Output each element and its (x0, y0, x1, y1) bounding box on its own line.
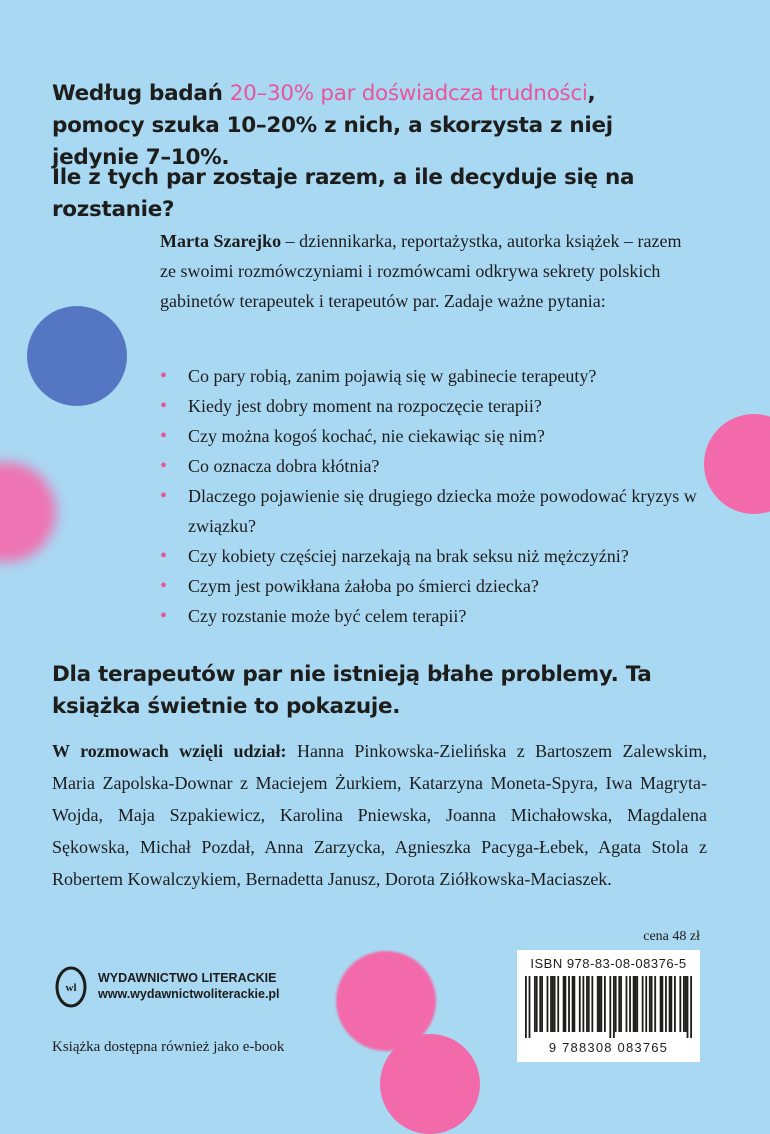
barcode-bar (618, 976, 620, 1032)
question-list (160, 361, 720, 631)
list-item: • Czy rozstanie może być celem terapii? (160, 601, 720, 631)
barcode-bar (633, 976, 635, 1032)
headline (52, 78, 692, 174)
barcode (517, 950, 700, 1062)
barcode-bar (565, 976, 567, 1032)
participants-names: Hanna Pinkowska-Zielińska z Bartoszem Zalewskim, Maria Zapolska-Downar z Maciejem Żurkiem, Katarzyna Moneta-Spyra, Iwa Magryta-Wojda, Maja Szpakiewicz, Karolina Pniewska, Joanna Michałowska, Magdalena Sękowska, Michał Pozdał, Anna Zarzycka, Agnieszka Pacyga-Łebek, Agata Stola z Robertem Kowalczykiem, Bernadetta Janusz, Dorota Ziółkowska-Maciaszek. (52, 741, 707, 889)
svg-text:wl: wl (65, 982, 77, 994)
headline-highlight: 20–30% par doświadcza trudności (229, 81, 588, 106)
barcode-bar (550, 976, 552, 1032)
lead-question: Ile z tych par zostaje razem, a ile decyduje się na rozstanie? (52, 165, 635, 222)
barcode-bar (557, 976, 559, 1032)
list-item: • Czym jest powikłana żałoba po śmierci dziecka? (160, 571, 720, 601)
barcode-bar (573, 976, 575, 1032)
barcode-bar (674, 976, 676, 1032)
barcode-bar (563, 976, 565, 1032)
barcode-bar (582, 976, 584, 1032)
publisher-name: WYDAWNICTWO LITERACKIE (98, 971, 277, 985)
ebook-note: Książka dostępna również jako e-book (52, 1039, 285, 1055)
headline-prefix: Według badań (52, 81, 230, 106)
barcode-bar (600, 976, 602, 1032)
barcode-bar (636, 976, 638, 1032)
list-item: • Co pary robią, zanim pojawią się w gabinecie terapeuty? (160, 361, 720, 391)
barcode-bar (534, 976, 536, 1032)
headline-suffix: , pomocy szuka 10–20% z nich, a skorzysta z niej jedynie 7–10%. (52, 81, 613, 170)
isbn-number: ISBN 978-83-08-08376-5 (530, 956, 687, 971)
barcode-bar (568, 976, 570, 1032)
barcode-bar (541, 976, 543, 1032)
barcode-bar (620, 976, 622, 1032)
list-item: • Czy można kogoś kochać, nie ciekawiąc się nim? (160, 421, 720, 451)
barcode-bar (683, 976, 685, 1032)
barcode-bar (635, 976, 637, 1032)
list-item: • Dlaczego pojawienie się drugiego dziecka może powodować kryzys w związku? (160, 481, 720, 541)
barcode-bar (613, 976, 615, 1038)
list-item: • Kiedy jest dobry moment na rozpoczęcie terapii? (160, 391, 720, 421)
barcode-bar (554, 976, 556, 1032)
author-name: Marta Szarejko (160, 231, 282, 251)
barcode-bar (679, 976, 681, 1032)
barcode-bar (609, 976, 611, 1038)
decorative-pink-circle-left (0, 462, 56, 562)
barcode-bar (588, 976, 590, 1032)
barcode-bar (552, 976, 554, 1032)
barcode-bar (665, 976, 667, 1032)
barcode-bar (604, 976, 606, 1032)
barcode-bar (649, 976, 651, 1032)
ean-number: 9 788308 083765 (548, 1040, 669, 1055)
barcode-bar (642, 976, 644, 1032)
barcode-bar (626, 976, 628, 1032)
list-item: • Co oznacza dobra kłótnia? (160, 451, 720, 481)
closing-statement: Dla terapeutów par nie istnieją błahe problemy. Ta książka świetnie to pokazuje. (52, 662, 652, 719)
participants-label: W rozmowach wzięli udział: (52, 741, 287, 761)
decorative-blue-circle (27, 306, 127, 406)
barcode-bar (586, 976, 588, 1032)
barcode-bar (669, 976, 671, 1032)
publisher-logo-icon (52, 965, 90, 1009)
barcode-bar (599, 976, 601, 1032)
barcode-bar (645, 976, 647, 1032)
barcode-bar (654, 976, 656, 1032)
list-item: • Czy kobiety częściej narzekają na brak seksu niż mężczyźni? (160, 541, 720, 571)
barcode-bar (529, 976, 531, 1038)
decorative-pink-circle-bottom-lower (380, 1034, 480, 1134)
barcode-bars (525, 976, 692, 1038)
intro-text: – dziennikarka, reportażystka, autorka książek – razem ze swoimi rozmówczyniami i rozmówcami odkrywa sekrety polskich gabinetów terapeutek i terapeutów par. Zadaje ważne pytania: (160, 231, 682, 311)
barcode-bar (660, 976, 662, 1032)
barcode-bar (525, 976, 527, 1038)
barcode-bar (615, 976, 617, 1032)
intro-paragraph (160, 226, 690, 316)
barcode-bar (629, 976, 631, 1032)
barcode-bar (687, 976, 689, 1038)
barcode-bar (547, 976, 549, 1032)
barcode-bar (536, 976, 538, 1032)
barcode-bar (579, 976, 581, 1032)
barcode-bar (685, 976, 687, 1032)
barcode-bar (597, 976, 599, 1032)
barcode-bar (591, 976, 593, 1032)
barcode-bar (670, 976, 672, 1032)
barcode-bar (690, 976, 692, 1038)
barcode-bar (572, 976, 574, 1032)
barcode-bar (661, 976, 663, 1032)
barcode-bar (651, 976, 653, 1032)
price-label: cena 48 zł (643, 929, 700, 944)
publisher-url[interactable]: www.wydawnictwoliterackie.pl (98, 987, 280, 1001)
participants-paragraph (52, 735, 707, 895)
barcode-bar (539, 976, 541, 1032)
